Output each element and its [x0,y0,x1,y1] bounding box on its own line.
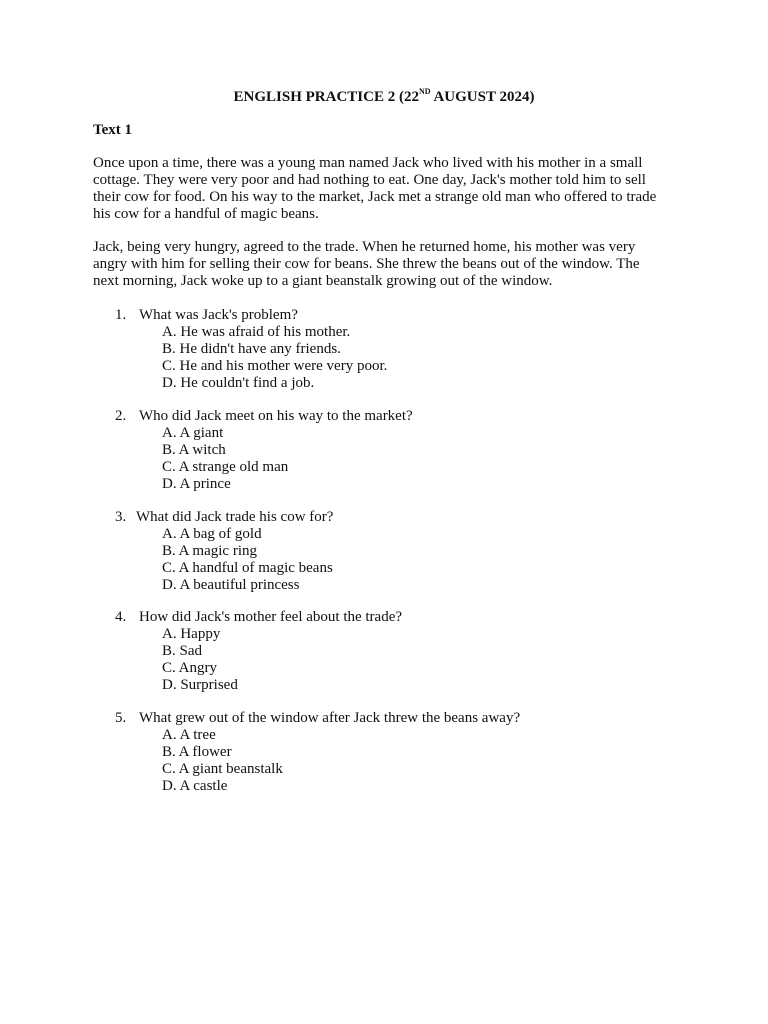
answer-option: C. He and his mother were very poor. [162,358,388,374]
section-heading: Text 1 [93,122,133,138]
question-text: What grew out of the window after Jack threw the beans away? [139,710,521,726]
answer-options [115,727,520,795]
question-number: 2. [115,408,127,424]
answer-option: A. A bag of gold [162,526,262,542]
question-number: 3. [115,509,127,525]
question-3 [115,509,333,594]
answer-option: D. Surprised [162,677,238,693]
question-text: Who did Jack meet on his way to the market? [139,408,413,424]
answer-options [115,425,413,493]
question-number: 1. [115,307,127,323]
question-text: How did Jack's mother feel about the trade? [139,609,403,625]
answer-option: B. A magic ring [162,543,257,559]
answer-option: A. Happy [162,626,221,642]
answer-option: B. He didn't have any friends. [162,341,341,357]
paragraph-line: cottage. They were very poor and had nothing to eat. One day, Jack's mother told him to sell [93,172,646,188]
question-stem [115,408,413,425]
question-5 [115,710,520,795]
question-stem [115,609,402,626]
paragraph-line: Jack, being very hungry, agreed to the trade. When he returned home, his mother was very [93,239,636,255]
question-stem [115,509,333,526]
page-title [0,87,768,107]
question-number: 5. [115,710,127,726]
paragraph-line: next morning, Jack woke up to a giant beanstalk growing out of the window. [93,273,553,289]
answer-option: D. A beautiful princess [162,577,300,593]
question-stem [115,710,520,727]
answer-options [115,526,333,594]
answer-options [115,324,387,392]
paragraph-line: their cow for food. On his way to the market, Jack met a strange old man who offered to trade [93,189,657,205]
question-text: What did Jack trade his cow for? [136,509,334,525]
question-number: 4. [115,609,127,625]
title-superscript: ND [418,87,431,96]
paragraph-2 [93,239,693,290]
answer-option: A. He was afraid of his mother. [162,324,351,340]
question-1 [115,307,387,392]
title-main: ENGLISH PRACTICE 2 (22 [233,89,419,105]
answer-option: C. Angry [162,660,218,676]
answer-option: A. A tree [162,727,216,743]
answer-option: D. He couldn't find a job. [162,375,315,391]
answer-option: B. A witch [162,442,226,458]
answer-option: A. A giant [162,425,224,441]
answer-option: B. A flower [162,744,232,760]
title-tail: AUGUST 2024) [430,89,535,105]
question-stem [115,307,387,324]
answer-option: D. A castle [162,778,228,794]
paragraph-line: Once upon a time, there was a young man named Jack who lived with his mother in a small [93,155,643,171]
question-2 [115,408,413,493]
paragraph-line: his cow for a handful of magic beans. [93,206,319,222]
question-4 [115,609,402,694]
paragraph-line: angry with him for selling their cow for beans. She threw the beans out of the window. The [93,256,640,272]
paragraph-1 [93,155,693,223]
answer-option: C. A handful of magic beans [162,560,333,576]
question-text: What was Jack's problem? [139,307,298,323]
answer-option: D. A prince [162,476,231,492]
answer-option: B. Sad [162,643,203,659]
answer-option: C. A giant beanstalk [162,761,283,777]
answer-options [115,626,402,694]
answer-option: C. A strange old man [162,459,289,475]
